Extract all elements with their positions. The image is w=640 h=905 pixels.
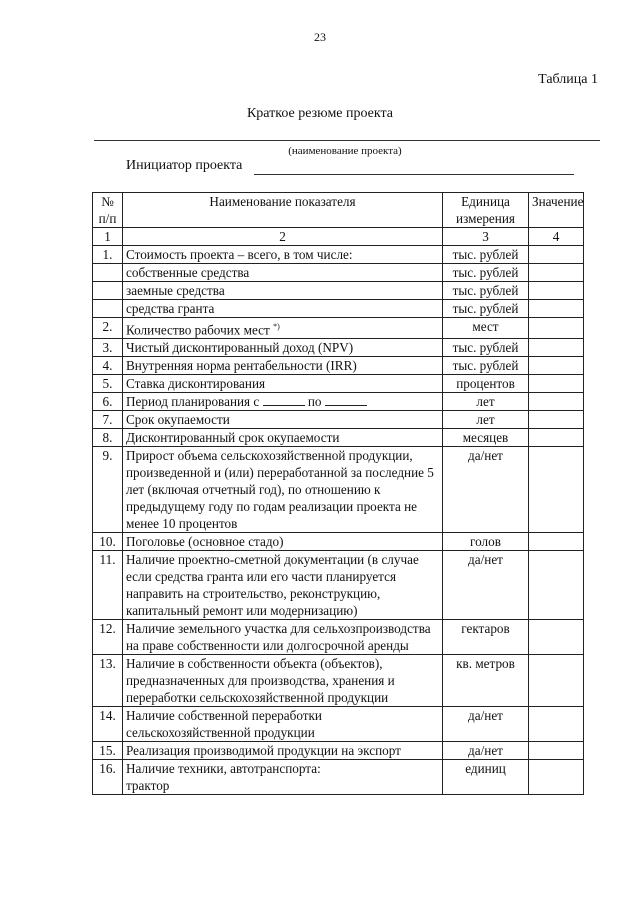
row-number: 10. <box>93 533 123 551</box>
row-number: 2. <box>93 318 123 339</box>
table-row <box>93 375 584 393</box>
row-unit: тыс. рублей <box>443 300 529 318</box>
row-unit: тыс. рублей <box>443 264 529 282</box>
row-value[interactable] <box>529 533 584 551</box>
table-row <box>93 533 584 551</box>
row-indicator <box>123 393 443 411</box>
table-row <box>93 393 584 411</box>
project-name-caption: (наименование проекта) <box>288 145 402 157</box>
table-row <box>93 339 584 357</box>
row-number: 9. <box>93 447 123 533</box>
row-unit: месяцев <box>443 429 529 447</box>
row-indicator: Ставка дисконтирования <box>123 375 443 393</box>
row-indicator: Наличие собственной переработки сельскохозяйственной продукции <box>123 707 443 742</box>
row-indicator: Поголовье (основное стадо) <box>123 533 443 551</box>
row-number: 11. <box>93 551 123 620</box>
header-unit: Единица измерения <box>443 193 529 228</box>
project-name-line <box>94 140 600 141</box>
table-row <box>93 411 584 429</box>
row-value[interactable] <box>529 620 584 655</box>
row-value[interactable] <box>529 760 584 795</box>
row-number: 12. <box>93 620 123 655</box>
document-title: Краткое резюме проекта <box>246 106 394 121</box>
row-indicator-text: Наличие техники, автотранспорта: <box>126 761 321 777</box>
row-unit: голов <box>443 533 529 551</box>
header-value: Значение <box>529 193 584 228</box>
period-to-label: по <box>307 394 322 410</box>
row-unit: тыс. рублей <box>443 246 529 264</box>
table-row <box>93 429 584 447</box>
table-row <box>93 742 584 760</box>
table-row <box>93 707 584 742</box>
row-indicator: Наличие проектно-сметной документации (в случае если средства гранта или его части планируется направить на строительство, реконструкцию, капитальный ремонт или модернизацию) <box>123 551 443 620</box>
row-value[interactable] <box>529 375 584 393</box>
table-header-row <box>93 193 584 228</box>
row-indicator-text: Количество рабочих мест <box>126 322 270 338</box>
index-cell: 3 <box>443 228 529 246</box>
row-indicator <box>123 760 443 795</box>
row-unit: тыс. рублей <box>443 357 529 375</box>
row-value[interactable] <box>529 411 584 429</box>
row-unit: да/нет <box>443 447 529 533</box>
table-label: Таблица 1 <box>538 72 598 87</box>
row-value[interactable] <box>529 300 584 318</box>
row-number: 6. <box>93 393 123 411</box>
index-cell: 1 <box>93 228 123 246</box>
row-value[interactable] <box>529 357 584 375</box>
row-value[interactable] <box>529 742 584 760</box>
table-row <box>93 246 584 264</box>
table-row <box>93 318 584 339</box>
row-number <box>93 264 123 282</box>
row-value[interactable] <box>529 447 584 533</box>
row-number: 13. <box>93 655 123 707</box>
row-indicator: Чистый дисконтированный доход (NPV) <box>123 339 443 357</box>
row-sub-item: трактор <box>126 778 170 794</box>
row-indicator: Внутренняя норма рентабельности (IRR) <box>123 357 443 375</box>
table-row <box>93 655 584 707</box>
table-row <box>93 447 584 533</box>
period-from-blank[interactable] <box>263 393 305 406</box>
row-unit: мест <box>443 318 529 339</box>
table-row <box>93 300 584 318</box>
row-number: 16. <box>93 760 123 795</box>
row-number: 3. <box>93 339 123 357</box>
row-number: 1. <box>93 246 123 264</box>
table-row <box>93 264 584 282</box>
header-indicator: Наименование показателя <box>123 193 443 228</box>
row-unit: единиц <box>443 760 529 795</box>
row-unit: процентов <box>443 375 529 393</box>
project-summary-table <box>92 192 584 795</box>
row-indicator: Реализация производимой продукции на экспорт <box>123 742 443 760</box>
period-from-label: Период планирования с <box>126 394 260 410</box>
row-unit: гектаров <box>443 620 529 655</box>
row-indicator: заемные средства <box>123 282 443 300</box>
row-indicator: Дисконтированный срок окупаемости <box>123 429 443 447</box>
row-indicator: средства гранта <box>123 300 443 318</box>
footnote-mark: *) <box>273 322 280 331</box>
row-unit: да/нет <box>443 742 529 760</box>
row-value[interactable] <box>529 707 584 742</box>
row-value[interactable] <box>529 551 584 620</box>
row-indicator: Наличие в собственности объекта (объектов), предназначенных для производства, хранения и переработки сельскохозяйственной продукции <box>123 655 443 707</box>
header-number: № п/п <box>93 193 123 228</box>
row-number: 5. <box>93 375 123 393</box>
initiator-label: Инициатор проекта <box>126 158 243 173</box>
row-indicator: Срок окупаемости <box>123 411 443 429</box>
column-index-row <box>93 228 584 246</box>
row-indicator: Прирост объема сельскохозяйственной продукции, произведенной и (или) переработанной за последние 5 лет (включая отчетный год), по отношению к предыдущему году по годам реализации проекта не менее 10 процентов <box>123 447 443 533</box>
row-value[interactable] <box>529 318 584 339</box>
index-cell: 4 <box>529 228 584 246</box>
row-value[interactable] <box>529 246 584 264</box>
row-unit: лет <box>443 411 529 429</box>
row-unit: да/нет <box>443 551 529 620</box>
row-value[interactable] <box>529 655 584 707</box>
table-row <box>93 282 584 300</box>
row-number: 4. <box>93 357 123 375</box>
row-indicator: собственные средства <box>123 264 443 282</box>
row-value[interactable] <box>529 393 584 411</box>
row-value[interactable] <box>529 339 584 357</box>
index-cell: 2 <box>123 228 443 246</box>
row-number: 7. <box>93 411 123 429</box>
row-indicator <box>123 318 443 339</box>
row-value[interactable] <box>529 429 584 447</box>
row-number <box>93 300 123 318</box>
row-unit: тыс. рублей <box>443 282 529 300</box>
row-indicator: Стоимость проекта – всего, в том числе: <box>123 246 443 264</box>
row-number: 14. <box>93 707 123 742</box>
row-value[interactable] <box>529 264 584 282</box>
table-row <box>93 551 584 620</box>
row-number: 15. <box>93 742 123 760</box>
table-row <box>93 760 584 795</box>
table-row <box>93 357 584 375</box>
page-number: 23 <box>314 30 326 44</box>
row-unit: да/нет <box>443 707 529 742</box>
row-value[interactable] <box>529 282 584 300</box>
row-unit: тыс. рублей <box>443 339 529 357</box>
period-to-blank[interactable] <box>325 393 367 406</box>
row-number: 8. <box>93 429 123 447</box>
row-indicator: Наличие земельного участка для сельхозпроизводства на праве собственности или долгосрочной аренды <box>123 620 443 655</box>
row-number <box>93 282 123 300</box>
table-row <box>93 620 584 655</box>
initiator-line <box>254 174 574 175</box>
row-unit: кв. метров <box>443 655 529 707</box>
row-unit: лет <box>443 393 529 411</box>
